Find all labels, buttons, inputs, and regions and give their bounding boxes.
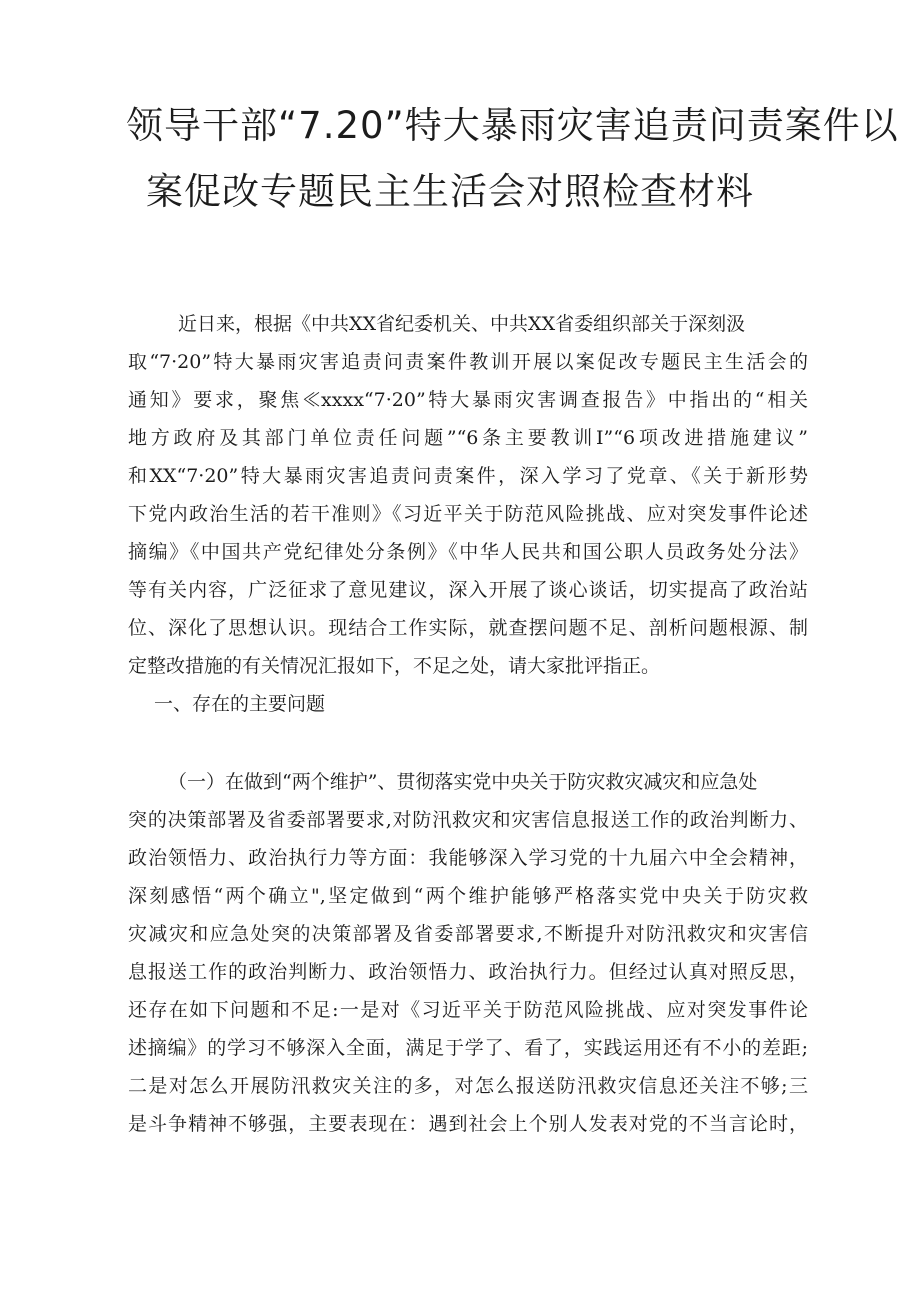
text-line: 摘编》《中国共产党纪律处分条例》《中华人民共和国公职人员政务处分法》 bbox=[128, 541, 808, 563]
text-line: 述摘编》的学习不够深入全面，满足于学了、看了，实践运用还有不小的差距; bbox=[128, 1037, 808, 1059]
text-line: 政治领悟力、政治执行力等方面：我能够深入学习党的十九届六中全会精神， bbox=[128, 847, 808, 869]
text-line: 和XX“7·20”特大暴雨灾害追责问责案件，深入学习了党章、《关于新形势 bbox=[128, 465, 808, 487]
text-line: 下党内政治生活的若干准则》《习近平关于防范风险挑战、应对突发事件论述 bbox=[128, 503, 808, 525]
text-line: 二是对怎么开展防汛救灾关注的多，对怎么报送防汛救灾信息还关注不够;三 bbox=[128, 1075, 808, 1097]
text-line: 取“7·20”特大暴雨灾害追责问责案件教训开展以案促改专题民主生活会的 bbox=[128, 351, 808, 373]
text-line: 突的决策部署及省委部署要求,对防汛救灾和灾害信息报送工作的政治判断力、 bbox=[128, 809, 808, 831]
document-title-line-2: 案促改专题民主生活会对照检查材料 bbox=[146, 170, 754, 213]
text-line: 位、深化了思想认识。现结合工作实际，就查摆问题不足、剖析问题根源、制 bbox=[128, 617, 808, 639]
document-title-line-1: 领导干部“7.20”特大暴雨灾害追责问责案件以 bbox=[126, 104, 899, 147]
text-line: 深刻感悟“两个确立",坚定做到“两个维护能够严格落实党中央关于防灾救 bbox=[128, 885, 808, 907]
text-line: 息报送工作的政治判断力、政治领悟力、政治执行力。但经过认真对照反思， bbox=[128, 961, 808, 983]
text-line: （一）在做到“两个维护”、贯彻落实党中央关于防灾救灾减灾和应急处 bbox=[168, 771, 758, 793]
text-line: 地方政府及其部门单位责任问题”“6条主要教训I”“6项改进措施建议” bbox=[128, 427, 808, 449]
text-line: 灾减灾和应急处突的决策部署及省委部署要求,不断提升对防汛救灾和灾害信 bbox=[128, 923, 808, 945]
text-line: 通知》要求，聚焦≪xxxx“7·20”特大暴雨灾害调查报告》中指出的“相关 bbox=[128, 389, 808, 411]
text-line: 定整改措施的有关情况汇报如下，不足之处，请大家批评指正。 bbox=[128, 655, 661, 677]
text-line: 是斗争精神不够强，主要表现在：遇到社会上个别人发表对党的不当言论时， bbox=[128, 1113, 808, 1135]
text-line: 等有关内容，广泛征求了意见建议，深入开展了谈心谈话，切实提高了政治站 bbox=[128, 579, 808, 601]
text-line: 还存在如下问题和不足:一是对《习近平关于防范风险挑战、应对突发事件论 bbox=[128, 999, 808, 1021]
text-line: 近日来，根据《中共XX省纪委机关、中共XX省委组织部关于深刻汲 bbox=[178, 313, 746, 335]
section-heading: 一、存在的主要问题 bbox=[154, 693, 326, 715]
